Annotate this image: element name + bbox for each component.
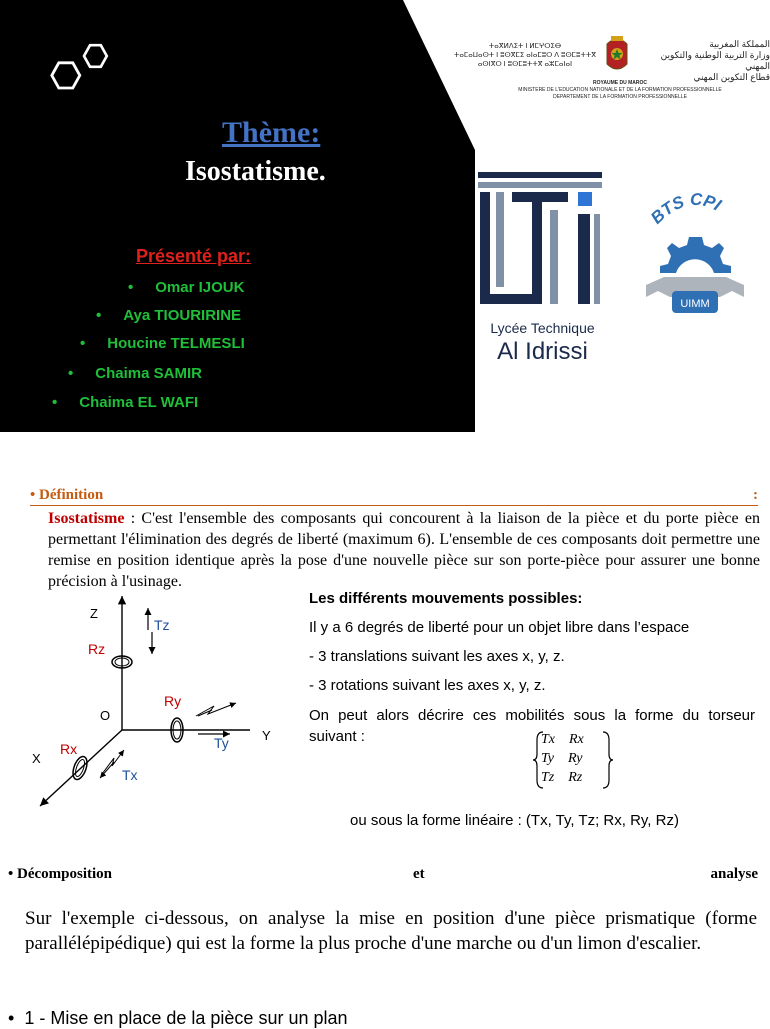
hexagon-logo-icon xyxy=(38,36,118,96)
x-axis xyxy=(40,730,122,806)
member-item: • Aya TIOURIRINE xyxy=(96,307,242,324)
svg-text:X: X xyxy=(32,751,41,766)
bts-cpi-logo xyxy=(640,185,750,335)
svg-text:UIMM: UIMM xyxy=(680,298,710,310)
movements-title: Les différents mouvements possibles: xyxy=(309,590,583,607)
title-banner xyxy=(0,0,768,432)
svg-text:Ty: Ty xyxy=(214,735,229,751)
member-item: • Chaima EL WAFI xyxy=(52,394,199,411)
lti-caption-line1: Lycée Technique xyxy=(490,320,595,336)
moroccan-coat-of-arms-icon xyxy=(603,34,631,74)
movements-line: On peut alors décrire ces mobilités sous la forme du torseur suivant : xyxy=(309,707,755,745)
step-1-item: • 1 - Mise en place de la pièce sur un plan xyxy=(8,1008,348,1028)
degrees-of-freedom-diagram xyxy=(30,588,280,818)
torseur-matrix: Tx Rx Ty Ry Tz Rz xyxy=(535,730,615,790)
definition-keyword: Isostatisme xyxy=(48,510,125,527)
definition-paragraph: Isostatisme : C'est l'ensemble des composants qui concourent à la liaison de la pièce et du porte pièce en permettant l'élimination des degrés de liberté (maximum 6). L'ensemble de ces composants doit permettre une remise en position identique après la pose d'une nouvelle pièce sur son porte-pièce pour assurer une bonne précision à l'usinage. xyxy=(48,510,760,590)
movements-line: - 3 rotations suivant les axes x, y, z. xyxy=(309,677,546,694)
analysis-intro-paragraph: Sur l'exemple ci-dessous, on analyse la mise en position d'une pièce prismatique (forme parallélépipédique) qui est la forme la plus proche d'une marche ou d'un limon d'escalier. xyxy=(25,908,757,954)
theme-label: Thème: xyxy=(222,116,321,149)
svg-text:Ry: Ry xyxy=(164,693,182,709)
movements-line: - 3 translations suivant les axes x, y, z. xyxy=(309,648,565,665)
lti-caption-line2: Al Idrissi xyxy=(497,338,588,365)
member-item: • Omar IJOUK xyxy=(128,279,245,296)
gear-wrench-icon xyxy=(640,225,750,330)
ministry-header: ⵜⴰⴳⵍⴷⵉⵜ ⵏ ⵍⵎⵖⵔⵉⴱ ⵜⴰⵎⴰⵡⴰⵙⵜ ⵏ ⵓⵙⴳⵎⵉ ⴰⵏⴰⵎⵓⵔ ⴷ ⵓⵙⵎⵓⵜⵜⴳ ⴰⵙⵏⴳⵔ ⵏ ⵓⵙⵎⵓⵜⵜⴳ ⴰⵣⵎⴰⵏⴰⵏ المملكة المغربية وزارة التربية الوطنية والتكوين المهني قطاع التكوين المهني ROYAUME DU MAROC MINISTERE DE L'EDUCATION NATIONALE ET DE LA FORMATION PROFESSIONNELLE DEPARTEMENT DE LA FORMATION PROFESSIONNELLE xyxy=(440,30,770,110)
svg-text:O: O xyxy=(100,708,111,723)
svg-text:Rz: Rz xyxy=(88,641,106,657)
svg-text:Rx: Rx xyxy=(60,741,78,757)
lti-emblem-icon xyxy=(478,170,603,315)
member-item: • Chaima SAMIR xyxy=(68,365,202,382)
linear-form: ou sous la forme linéaire : (Tx, Ty, Tz; Rx, Ry, Rz) xyxy=(350,812,679,829)
lti-logo xyxy=(470,170,610,370)
presented-by-heading: Présenté par: xyxy=(136,246,252,266)
svg-text:BTS CPI: BTS CPI xyxy=(647,189,725,228)
svg-text:Z: Z xyxy=(90,606,98,621)
svg-text:Tz: Tz xyxy=(154,617,170,633)
svg-text:Y: Y xyxy=(262,728,271,743)
theme-title: Isostatisme. xyxy=(185,156,326,187)
movements-line: Il y a 6 degrés de liberté pour un objet libre dans l’espace xyxy=(309,619,690,636)
svg-text:Tx: Tx xyxy=(122,767,138,783)
definition-heading: • Définition : xyxy=(30,487,758,506)
member-item: • Houcine TELMESLI xyxy=(80,335,245,352)
